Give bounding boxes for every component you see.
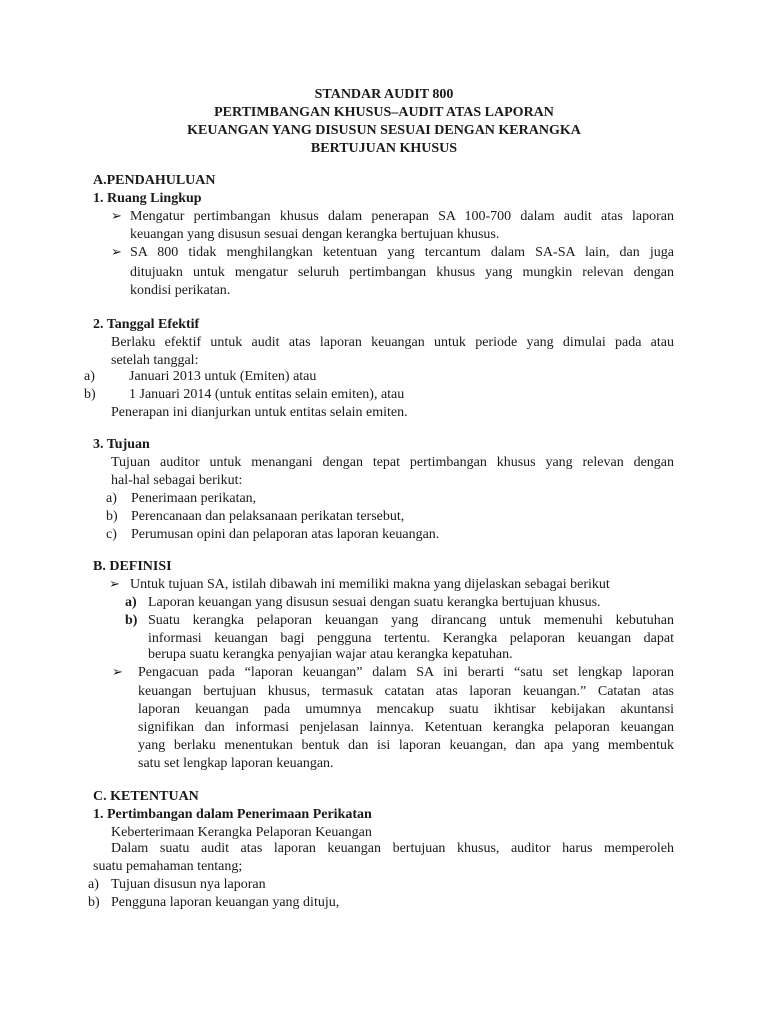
definisi-paragraph: signifikan dan informasi penjelasan lainnya. Ketentuan kerangka pelaporan keuangan: [138, 720, 674, 735]
ruang-lingkup-heading: 1. Ruang Lingkup: [93, 191, 202, 206]
arrow-bullet-icon: ➢: [111, 209, 122, 224]
definisi-intro: Untuk tujuan SA, istilah dibawah ini memiliki makna yang dijelaskan sebagai berikut: [130, 577, 610, 592]
list-item: informasi keuangan bagi pengguna tertentu. Kerangka pelaporan keuangan dapat: [148, 631, 674, 646]
definisi-paragraph: keuangan bertujuan khusus, termasuk catatan atas laporan keuangan.” Catatan atas: [138, 684, 674, 699]
tujuan-heading: 3. Tujuan: [93, 437, 150, 452]
list-item: Pengguna laporan keuangan yang dituju,: [111, 895, 340, 910]
list-marker: a): [125, 595, 137, 610]
list-item: Perencanaan dan pelaksanaan perikatan tersebut,: [131, 509, 405, 524]
list-item: berupa suatu kerangka penyajian wajar atau kerangka kepatuhan.: [148, 647, 513, 662]
tujuan-text: hal-hal sebagai berikut:: [111, 473, 243, 488]
list-item: Suatu kerangka pelaporan keuangan yang dirancang untuk memenuhi kebutuhan: [148, 613, 674, 628]
list-item: Januari 2013 untuk (Emiten) atau: [129, 369, 317, 384]
list-marker: a): [106, 491, 117, 506]
list-marker: a): [88, 877, 99, 892]
title-line-2: PERTIMBANGAN KHUSUS–AUDIT ATAS LAPORAN: [214, 105, 554, 120]
list-marker: a): [84, 369, 95, 384]
list-item: Tujuan disusun nya laporan: [111, 877, 266, 892]
ruang-lingkup-text: ditujuakn untuk mengatur seluruh pertimbangan khusus yang mungkin relevan dengan: [130, 265, 674, 280]
tanggal-efektif-text: setelah tanggal:: [111, 353, 199, 368]
list-marker: c): [106, 527, 117, 542]
list-item: 1 Januari 2014 (untuk entitas selain emiten), atau: [129, 387, 405, 402]
list-item: Laporan keuangan yang disusun sesuai dengan suatu kerangka bertujuan khusus.: [148, 595, 601, 610]
definisi-paragraph: yang berlaku menentukan bentuk dan isi laporan keuangan, dan apa yang membentuk: [138, 738, 674, 753]
title-line-1: STANDAR AUDIT 800: [314, 87, 454, 102]
section-a-heading: A.PENDAHULUAN: [93, 173, 216, 188]
ketentuan-text: Dalam suatu audit atas laporan keuangan bertujuan khusus, auditor harus memperoleh: [111, 841, 674, 856]
list-item: Penerimaan perikatan,: [131, 491, 257, 506]
section-b-heading: B. DEFINISI: [93, 559, 172, 574]
list-marker: b): [88, 895, 100, 910]
list-marker: b): [106, 509, 118, 524]
ketentuan-text: suatu pemahaman tentang;: [93, 859, 243, 874]
definisi-paragraph: Pengacuan pada “laporan keuangan” dalam SA ini berarti “satu set lengkap laporan: [138, 665, 674, 680]
ruang-lingkup-text: keuangan yang disusun sesuai dengan kerangka bertujuan khusus.: [130, 227, 500, 242]
definisi-paragraph: satu set lengkap laporan keuangan.: [138, 756, 334, 771]
title-line-3: KEUANGAN YANG DISUSUN SESUAI DENGAN KERANGKA: [187, 123, 581, 138]
definisi-paragraph: laporan keuangan pada umumnya mencakup suatu ikhtisar kebijakan akuntansi: [138, 702, 674, 717]
arrow-bullet-icon: ➢: [111, 245, 122, 260]
tanggal-efektif-note: Penerapan ini dianjurkan untuk entitas selain emiten.: [111, 405, 408, 420]
arrow-bullet-icon: ➢: [109, 577, 120, 592]
arrow-bullet-icon: ➢: [112, 665, 123, 680]
tanggal-efektif-text: Berlaku efektif untuk audit atas laporan keuangan untuk periode yang dimulai pada atau: [111, 335, 674, 350]
tujuan-text: Tujuan auditor untuk menangani dengan tepat pertimbangan khusus yang relevan dengan: [111, 455, 674, 470]
title-line-4: BERTUJUAN KHUSUS: [310, 141, 458, 156]
list-item: Perumusan opini dan pelaporan atas laporan keuangan.: [131, 527, 440, 542]
section-c-heading: C. KETENTUAN: [93, 789, 199, 804]
ruang-lingkup-text: SA 800 tidak menghilangkan ketentuan yang tercantum dalam SA-SA lain, dan juga: [130, 245, 674, 260]
ruang-lingkup-text: Mengatur pertimbangan khusus dalam penerapan SA 100-700 dalam audit atas laporan: [130, 209, 674, 224]
subheading: Keberterimaan Kerangka Pelaporan Keuangan: [111, 825, 372, 840]
list-marker: b): [125, 613, 138, 628]
ruang-lingkup-text: kondisi perikatan.: [130, 283, 231, 298]
list-marker: b): [84, 387, 96, 402]
tanggal-efektif-heading: 2. Tanggal Efektif: [93, 317, 200, 332]
penerimaan-perikatan-heading: 1. Pertimbangan dalam Penerimaan Perikatan: [93, 807, 372, 822]
